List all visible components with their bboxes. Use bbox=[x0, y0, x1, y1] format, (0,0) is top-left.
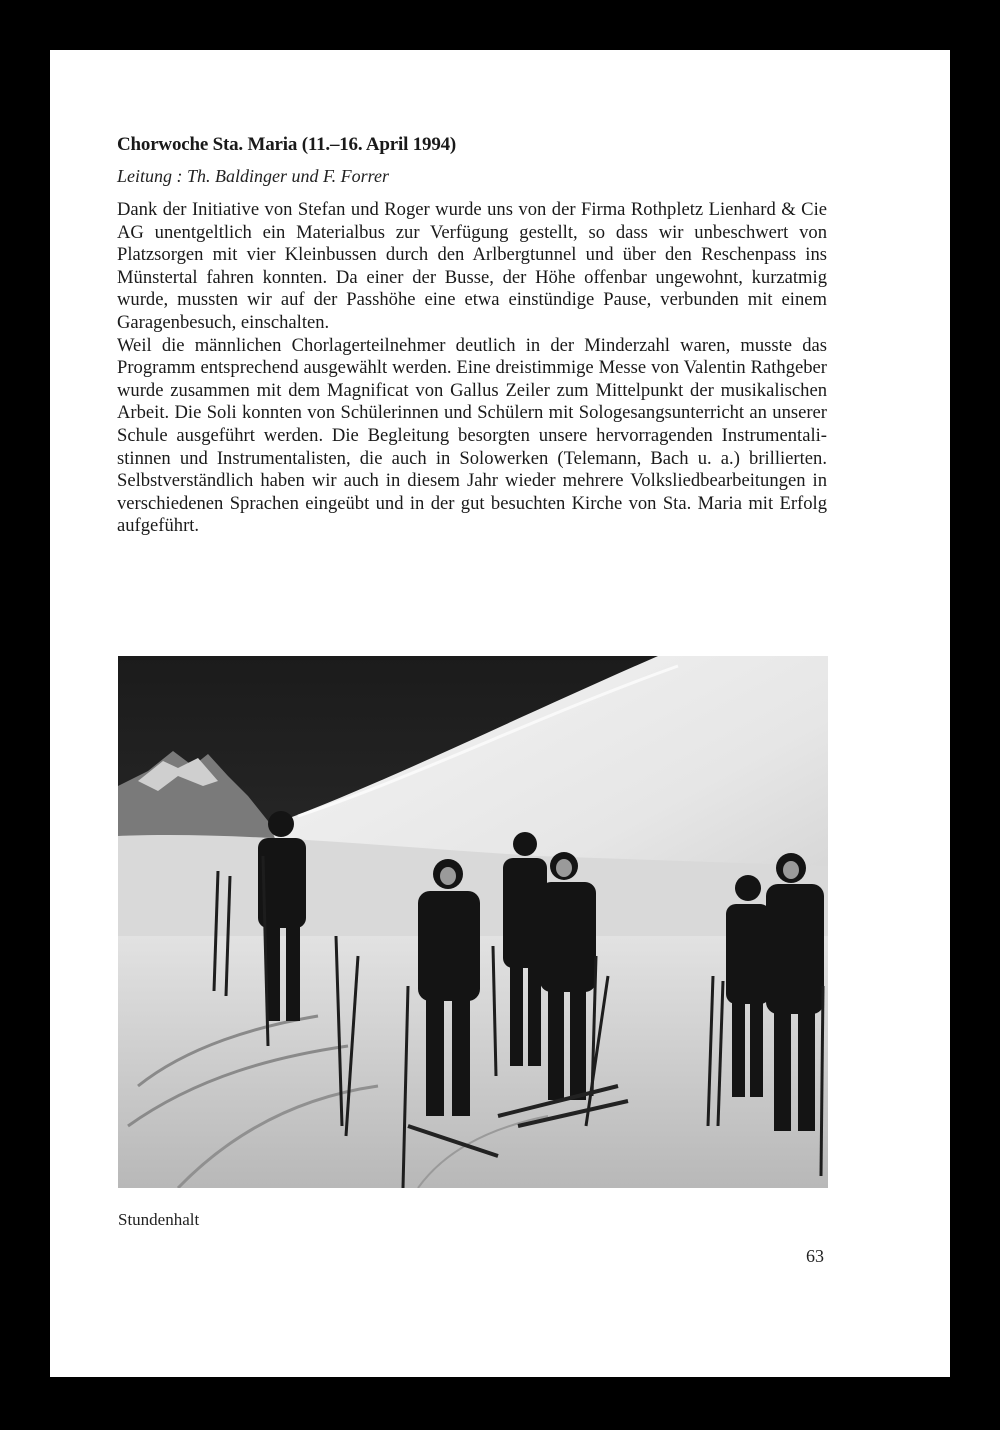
paragraph-2: Weil die männlichen Chorlagerteilnehmer deutlich in der Minderzahl waren, musste das Programm entsprechend ausgewählt werden. Eine dreistimmige Messe von Valentin Rathgeber wurde zusammen mit dem Magnificat von Gallus Zeiler zum Mittelpunkt der musikalischen Arbeit. Die Soli konnten von Schülerinnen und Schülern mit Sologesangsunterricht an unserer Schule ausgeführt werden. Die Begleitung besorgten unsere hervorragenden Instrumentalistinnen und Instrumentalisten, die auch in Solowerken (Telemann, Bach u. a.) brillierten. Selbstverständlich haben wir auch in diesem Jahr wieder mehrere Volksliedbearbeitungen in verschiedenen Sprachen eingeübt und in der gut besuchten Kirche von Sta. Maria mit Erfolg aufgeführt. bbox=[117, 334, 827, 537]
document-page bbox=[50, 50, 950, 1377]
article-leadership: Leitung : Th. Baldinger und F. Forrer bbox=[117, 166, 390, 186]
page-number: 63 bbox=[806, 1246, 824, 1266]
photo-caption: Stundenhalt bbox=[118, 1210, 200, 1229]
article-title: Chorwoche Sta. Maria (11.–16. April 1994) bbox=[117, 134, 457, 155]
paragraph-1: Dank der Initiative von Stefan und Roger wurde uns von der Firma Rothpletz Lienhard & Cie AG unentgeltlich ein Materialbus zur Verfügung gestellt, so dass wir unbeschwert von Platzsorgen mit vier Kleinbussen durch den Arlbergtunnel und über den Reschenpass ins Münstertal fahren konnten. Da einer der Busse, der Höhe offenbar ungewohnt, kurzatmig wurde, mussten wir auf der Passhöhe eine etwa einstündige Pause, verbunden mit einem Garagenbesuch, einschalten. bbox=[117, 199, 827, 333]
photo-ski-group bbox=[118, 656, 828, 1188]
article-body bbox=[117, 134, 827, 538]
